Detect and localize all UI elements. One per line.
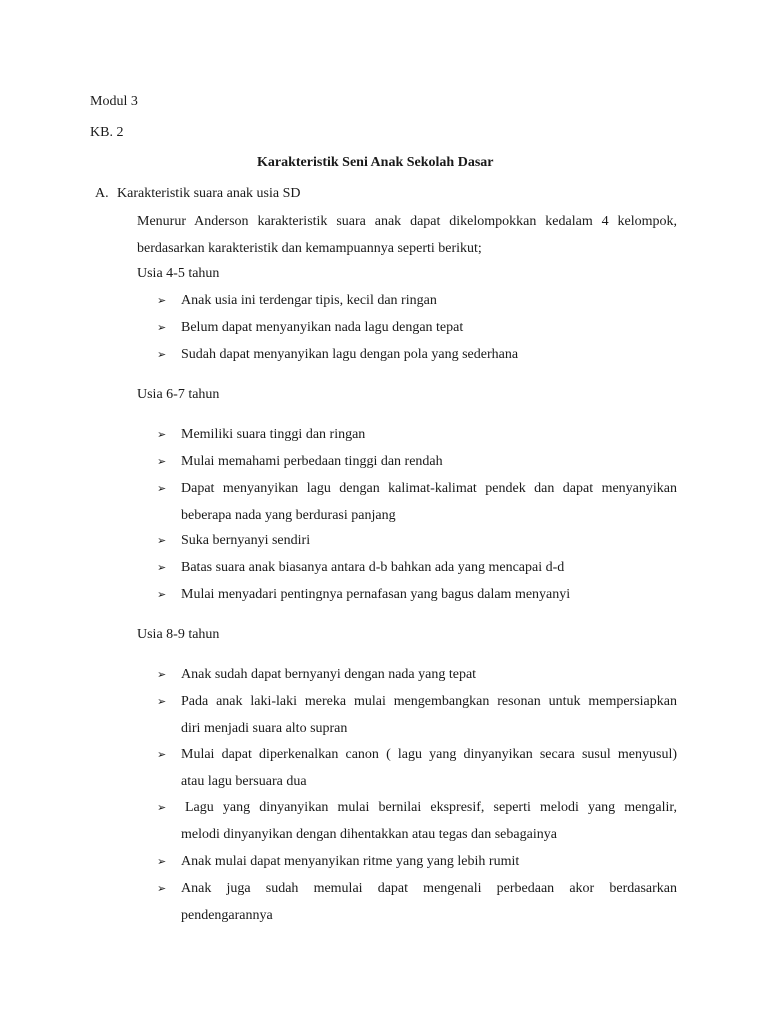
bullet-arrow-icon: ➢ [157,455,167,468]
list-item: Mulai menyadari pentingnya pernafasan yang bagus dalam menyanyi [181,587,571,602]
section-marker: A. [95,186,109,201]
list-item-continuation: melodi dinyanyikan dengan dihentakkan atau tegas dan sebagainya [181,827,557,842]
list-item: Sudah dapat menyanyikan lagu dengan pola yang sederhana [181,347,519,362]
list-item-continuation: atau lagu bersuara dua [181,774,307,789]
list-item: Anak juga sudah memulai dapat mengenali perbedaan akor berdasarkan [181,881,677,896]
bullet-arrow-icon: ➢ [157,348,167,361]
bullet-arrow-icon: ➢ [157,882,167,895]
list-item: Mulai memahami perbedaan tinggi dan rendah [181,454,443,469]
list-item-continuation: pendengarannya [181,908,273,923]
intro-line-2: berdasarkan karakteristik dan kemampuannya seperti berikut; [137,241,482,256]
section-heading: Karakteristik suara anak usia SD [117,186,301,201]
module-label: Modul 3 [90,94,138,109]
bullet-arrow-icon: ➢ [157,855,167,868]
list-item-continuation: diri menjadi suara alto supran [181,721,348,736]
bullet-arrow-icon: ➢ [157,748,167,761]
bullet-arrow-icon: ➢ [157,321,167,334]
list-item: Dapat menyanyikan lagu dengan kalimat-kalimat pendek dan dapat menyanyikan [181,481,677,496]
bullet-arrow-icon: ➢ [157,482,167,495]
group-label-8-9: Usia 8-9 tahun [137,627,220,642]
list-item: Lagu yang dinyanyikan mulai bernilai ekspresif, seperti melodi yang mengalir, [185,800,677,815]
list-item: Anak mulai dapat menyanyikan ritme yang yang lebih rumit [181,854,520,869]
document-title: Karakteristik Seni Anak Sekolah Dasar [257,155,494,170]
list-item-continuation: beberapa nada yang berdurasi panjang [181,508,396,523]
bullet-arrow-icon: ➢ [157,561,167,574]
kb-label: KB. 2 [90,125,124,140]
intro-line-1: Menurur Anderson karakteristik suara anak dapat dikelompokkan kedalam 4 kelompok, [137,214,677,229]
bullet-arrow-icon: ➢ [157,668,167,681]
bullet-arrow-icon: ➢ [157,534,167,547]
bullet-arrow-icon: ➢ [157,428,167,441]
list-item: Anak sudah dapat bernyanyi dengan nada yang tepat [181,667,477,682]
list-item: Batas suara anak biasanya antara d-b bahkan ada yang mencapai d-d [181,560,565,575]
list-item: Suka bernyanyi sendiri [181,533,311,548]
list-item: Belum dapat menyanyikan nada lagu dengan tepat [181,320,464,335]
list-item: Pada anak laki-laki mereka mulai mengembangkan resonan untuk mempersiapkan [181,694,677,709]
bullet-arrow-icon: ➢ [157,588,167,601]
list-item: Anak usia ini terdengar tipis, kecil dan ringan [181,293,437,308]
bullet-arrow-icon: ➢ [157,294,167,307]
list-item: Memiliki suara tinggi dan ringan [181,427,366,442]
group-label-4-5: Usia 4-5 tahun [137,266,220,281]
group-label-6-7: Usia 6-7 tahun [137,387,220,402]
list-item: Mulai dapat diperkenalkan canon ( lagu yang dinyanyikan secara susul menyusul) [181,747,677,762]
bullet-arrow-icon: ➢ [157,801,167,814]
bullet-arrow-icon: ➢ [157,695,167,708]
